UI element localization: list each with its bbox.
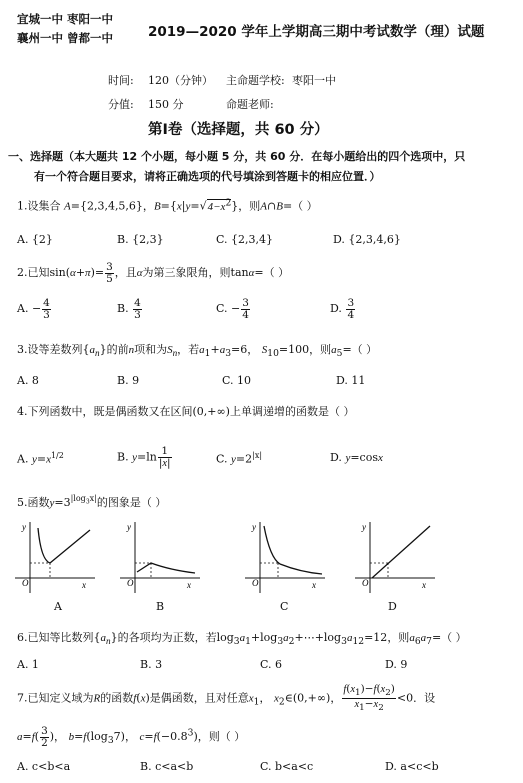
question-7-definitions: a=f( $\frac{3}{2}$ )， $b=f(\log_37)$， $c=f(-0.8^3)$，则（ ） <box>17 725 246 749</box>
q2-option-a[interactable]: A. − $\frac{4}{3}$ <box>17 297 50 321</box>
school-names-line1: 宜城一中 枣阳一中 <box>17 12 114 26</box>
q3-option-c[interactable]: C. 10 <box>222 374 252 387</box>
graph-a-label: A <box>54 600 62 613</box>
school-names-line2: 襄州一中 曾都一中 <box>17 31 114 45</box>
graph-c-label: C <box>280 600 289 613</box>
graph-b[interactable] <box>115 518 205 596</box>
score-value: 150 分 <box>148 98 184 111</box>
question-3: 3.设等差数列$\{a_n\}$的前n项和为$S_n$，若$a_1+a_3=6$， $S_{10}=100$，则$a_5=$（ ） <box>17 343 378 360</box>
q1-option-b[interactable]: B. {2,3} <box>117 233 164 246</box>
q3-option-d[interactable]: D. 11 <box>336 374 366 387</box>
graph-d-label: D <box>388 600 397 613</box>
svg-text:O: O <box>252 578 259 588</box>
q3-option-a[interactable]: A. 8 <box>17 374 39 387</box>
svg-text:x: x <box>187 580 191 590</box>
svg-text:O: O <box>127 578 134 588</box>
exam-title: 2019—2020 学年上学期高三期中考试数学（理）试题 <box>148 24 485 40</box>
question-5: 5.函数$y=3^{|log_3x|}$的图象是（ ） <box>17 494 167 509</box>
svg-text:y: y <box>252 522 256 532</box>
q7-option-d[interactable]: D. a<c<b <box>385 760 439 773</box>
graph-d[interactable] <box>350 518 440 596</box>
host-school-value: 枣阳一中 <box>292 74 336 87</box>
svg-text:y: y <box>127 522 131 532</box>
q7-option-c[interactable]: C. b<a<c <box>260 760 314 773</box>
q7-option-b[interactable]: B. c<a<b <box>140 760 194 773</box>
q2-option-d[interactable]: D. $\frac{3}{4}$ <box>330 297 355 321</box>
question-2: 2.已知sin(α+π)= $\frac{3}{5}$ ，且α为第三象限角，则tanα=（ ） <box>17 261 290 285</box>
question-1: 1.设集合 A={2,3,4,5,6}，$B=\{x|y=√4-x^2\}$，则A∩B=（ ） <box>17 197 318 213</box>
q7-option-a[interactable]: A. c<b<a <box>17 760 71 773</box>
question-6: 6.已知等比数列$\{a_n\}$的各项均为正数，若$\log_3a_1+\log_3a_2+\cdots+\log_3a_{12}=12$，则$a_6a_7=$（ ） <box>17 631 467 648</box>
q1-option-d[interactable]: D. {2,3,4,6} <box>333 233 401 246</box>
time-value: 120（分钟） <box>148 74 213 87</box>
instruction-line1: 一、选择题（本大题共 12 个小题，每小题 5 分，共 60 分．在每小题给出的四个选项中，只 <box>8 150 466 163</box>
teacher-label: 命题老师: <box>226 98 274 111</box>
q4-option-d[interactable]: D. y=cosx <box>330 451 383 464</box>
q4-option-a[interactable]: A. $y=x^{1/2}$ <box>17 451 64 466</box>
q4-option-c[interactable]: C. $y=2^{|x|}$ <box>216 451 263 466</box>
host-school-label: 主命题学校: <box>226 74 285 87</box>
q6-option-d[interactable]: D. 9 <box>385 658 408 671</box>
svg-text:x: x <box>312 580 316 590</box>
section-title: 第Ⅰ卷（选择题，共 60 分） <box>148 122 329 138</box>
q6-option-c[interactable]: C. 6 <box>260 658 283 671</box>
instruction-line2: 有一个符合题目要求，请将正确选项的代号填涂到答题卡的相应位置．） <box>34 170 381 183</box>
svg-text:O: O <box>362 578 369 588</box>
q4-option-b[interactable]: B. y=ln $\frac{1}{|x|}$ <box>117 445 171 469</box>
graph-b-label: B <box>156 600 165 613</box>
q2-option-b[interactable]: B. $\frac{4}{3}$ <box>117 297 141 321</box>
svg-text:x: x <box>82 580 86 590</box>
graph-a[interactable] <box>10 518 100 596</box>
question-7: 7.已知定义域为R的函数f(x)是偶函数，且对任意$x_1$， $x_2\in(0,+\infty)$， $\frac{f(x_1)-f(x_2)}{x_1-x_2}$ <0．设 <box>17 683 436 713</box>
q3-option-b[interactable]: B. 9 <box>117 374 140 387</box>
svg-text:O: O <box>22 578 29 588</box>
score-label: 分值: <box>108 98 134 111</box>
q1-option-c[interactable]: C. {2,3,4} <box>216 233 274 246</box>
svg-text:y: y <box>362 522 366 532</box>
graph-c[interactable] <box>240 518 330 596</box>
q2-option-c[interactable]: C. − $\frac{3}{4}$ <box>216 297 249 321</box>
question-4: 4.下列函数中，既是偶函数又在区间(0,+∞)上单调递增的函数是（ ） <box>17 405 355 418</box>
time-label: 时间: <box>108 74 134 87</box>
q1-option-a[interactable]: A. {2} <box>17 233 53 246</box>
svg-text:y: y <box>22 522 26 532</box>
q6-option-b[interactable]: B. 3 <box>140 658 163 671</box>
svg-text:x: x <box>422 580 426 590</box>
q6-option-a[interactable]: A. 1 <box>17 658 39 671</box>
